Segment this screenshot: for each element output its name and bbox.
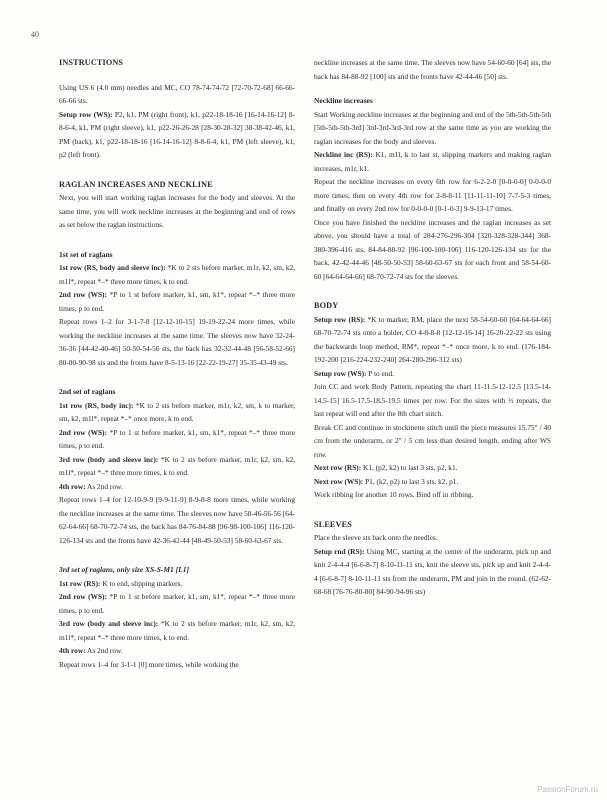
continued-paragraph: neckline increases at the same time. The sleeves now have 54-60-60 [64] sts, the back has 84-88-92 [100] sts and the fronts have 42-44-46 [50] sts.: [314, 58, 551, 81]
row-label: 1st row (RS):: [59, 578, 101, 588]
set2-heading: 2nd set of raglans: [59, 387, 116, 396]
body-setup-ws: [314, 367, 551, 381]
row-text: *P to 1 st before marker, k1, sm, k1*, repeat *–* three more times, p to end.: [59, 427, 295, 450]
set3-repeat: Repeat rows 1–4 for 3-1-1 [0] more times, while working the: [59, 659, 239, 669]
page-number: 40: [31, 30, 39, 39]
raglan-intro: Next, you will start working raglan increases for the body and sleeves. At the same time, you will work neckline increases at the beginning and end of rows as set below the raglan instructions.: [59, 193, 295, 229]
row-label: 2nd row (WS):: [59, 290, 107, 299]
row-label: Setup rnd (RS):: [314, 546, 365, 556]
setup-row-text: P2, k1, PM (right front), k1, p22-18-18-16 [16-14-16-12] 8-8-6-4, k1, PM (right sleeve), k1, p22-26-26-28 [28-30-28-32] 38-38-42-46, k1, PM (back), k1, p22-18-18-16 [16-14-16-12] 8-8-6-4, k1, PM (left sleeve), k1, p2 (left front).: [59, 109, 295, 159]
row-text: *P to 1 st before marker, k1, sm, k1*, repeat *–* three more times, p to end.: [59, 592, 295, 615]
set2-repeat: Repeat rows 1–4 for 12-10-9-9 [9-9-11-9] 8-9-8-8 more times, while working the neckline increases at the same time. The sleeves now have 58-46-56-56 [64-62-64-66] 68-70-72-74 sts, the back has 84-76-84-88 [96-98-100-106] 116-120-126-134 sts and the fronts have 42-36-42-44 [48-49-50-53] 58-60-63-67 sts.: [59, 495, 295, 545]
setup-row-label: Setup row (WS):: [59, 109, 113, 119]
row-label: 1st row (RS, body and sleeve inc):: [59, 263, 166, 272]
neckline-heading: Neckline increases: [314, 96, 373, 105]
right-column: [314, 56, 551, 599]
row-text: *K to 2 sts before marker, m1r, k2, sm, k2, m1l*, repeat *–* three more times, k to end.: [59, 454, 295, 477]
body-setup-rs: [314, 313, 551, 367]
row-text: As 2nd row.: [85, 646, 123, 655]
set2-row2: [59, 426, 295, 453]
row-text: *K to 2 sts before marker, m1r, k2, sm, k2, m1l*, repeat *–* three more times, k to end.: [59, 263, 295, 286]
row-label: 3rd row (body and sleeve inc):: [59, 454, 159, 464]
row-text: *P to 1 st before marker, k1, sm, k1*, repeat *–* three more times, p to end.: [59, 290, 295, 313]
neckline-repeat: Repeat the neckline increases on every 6th row for 6-2-2-0 [0-0-0-0] 0-0-0-0 more times, then on every 4th row for 2-8-8-11 [11-11-11-10] 7-7-5-3 times, and finally on every 2nd row for 0-0-0-0 [0-1-0-3] 9-9-13-17 times.: [314, 177, 551, 213]
row-label: 1st row (RS, body inc):: [59, 400, 134, 410]
row-label: Next row (WS):: [314, 476, 364, 486]
left-column: [59, 56, 295, 671]
set1-row1: [59, 261, 295, 288]
body-heading: BODY: [314, 301, 339, 310]
raglan-heading: RAGLAN INCREASES AND NECKLINE: [59, 179, 213, 189]
set2-row1: [59, 399, 295, 426]
row-text: Using MC, starting at the center of the underarm, pick up and knit 2-4-4-4 [6-6-8-7] 8-10-11-11 sts, knit the sleeve sts, pick up and knit 2-4-4-4 [6-6-8-7] 8-10-11-11 sts from the underarm, PM and join in the round. (62-62-68-68 [76-76-80-80] 84-90-94-96 sts): [314, 546, 551, 596]
watermark: PassionForum.ru: [537, 785, 598, 794]
sleeves-intro: Place the sleeve sts back onto the needles.: [314, 533, 438, 542]
set1-repeat: Repeat rows 1–2 for 3-1-7-8 [12-12-10-15] 19-19-22-24 more times, while working the neckline increases at the same time. The sleeves now have 32-24-36-36 [44-42-40-46] 50-50-54-56 sts, the back has 32-32-44-48 [56-58-52-66] 80-80-90-98 sts and the fronts have 8-5-13-16 [22-22-19-27] 35-35-43-49 sts.: [59, 317, 295, 367]
row-text: P to end.: [366, 368, 394, 378]
row-text: K to end, slipping markers.: [100, 578, 183, 588]
body-next-ws: [314, 475, 551, 489]
set3-heading: 3rd set of raglans, only size XS-S-M1 [L1]: [59, 565, 190, 574]
set1-row2: [59, 288, 295, 315]
neckline-finish: Once you have finished the neckline increases and the raglan increases as set above, you should have a total of 284-276-296-304 [320-328-328-344] 368-380-396-416 sts, 84-84-88-92 [96-100-100-106] 116-120-126-134 sts for the back, 42-42-44-46 [48-50-50-53] 58-60-63-67 sts for each front and 58-54-60-60 [64-64-64-66] 68-70-72-74 sts for the sleeves.: [314, 217, 551, 281]
row-text: P1, (k2, p2) to last 3 sts, k2, p1.: [363, 476, 459, 486]
row-text: *K to 2 sts before marker, m1r, k2, sm, k2, m1l*, repeat *–* three more times, k to end.: [59, 619, 295, 642]
set3-row2: [59, 590, 295, 617]
neckline-inc: [314, 148, 551, 175]
set3-row1: [59, 577, 295, 591]
set3-row4: [59, 644, 295, 658]
row-text: K1, m1l, k to last st, slipping markers and making raglan increases, m1r, k1.: [314, 150, 551, 173]
sleeves-setup-rnd: [314, 545, 551, 599]
row-text: *K to 2 sts before marker, m1r, k2, sm, k to marker, sm, k2, m1l*, repeat *–* once more, k to end.: [59, 400, 295, 423]
instructions-heading: INSTRUCTIONS: [59, 58, 124, 67]
row-label: Neckline inc (RS):: [314, 150, 373, 159]
body-join: Join CC and work Body Pattern, repeating the chart 11-11.5-12-12.5 [13.5-14-14.5-15] 16.5-17.5-18.5-19.5 times per row. For the sizes with ½ repeats, the last repeat will end after the 8th chart stitch.: [314, 382, 551, 418]
cast-on-paragraph: Using US 6 (4.0 mm) needles and MC, CO 78-74-74-72 [72-70-72-68] 66-66-66-66 sts.: [59, 82, 295, 105]
setup-row-paragraph: [59, 108, 295, 162]
row-text: *K to marker, RM, place the next 58-54-60-60 [64-64-64-66] 68-70-72-74 sts onto a holder, CO 4-8-8-8 [12-12-16-14] 16-20-22-22 sts using the backwards loop method, RM*, repeat *–* once more, k to end. (176-184-192-200 [216-224-232-240] 264-280-296-312 sts): [314, 314, 551, 364]
neckline-intro: Start Working neckline increases at the beginning and end of the 5th-5th-5th-5th [5th-5th-5th-3rd] 3rd-3rd-3rd-3rd row at the same time as you are working the raglan increases for the body and sleeves.: [314, 109, 551, 146]
set3-row3: [59, 617, 295, 644]
row-text: As 2nd row.: [85, 481, 123, 491]
row-label: 2nd row (WS):: [59, 427, 107, 437]
set1-heading: 1st set of raglans: [59, 249, 113, 259]
set2-row3: [59, 453, 295, 480]
row-label: Setup row (WS):: [314, 368, 367, 378]
set2-row4: [59, 480, 295, 494]
row-label: 3rd row (body and sleeve inc):: [59, 619, 159, 628]
body-ribbing: Work ribbing for another 10 rows. Bind off in ribbing.: [314, 490, 474, 499]
sleeves-heading: SLEEVES: [314, 519, 352, 529]
row-text: K1, (p2, k2) to last 3 sts, p2, k1.: [361, 463, 458, 472]
row-label: 4th row:: [59, 646, 86, 655]
body-next-rs: [314, 461, 551, 475]
body-break: Break CC and continue in stockinette stitch until the piece measures 15.75" / 40 cm from the underarm, or 2" / 5 cm less than desired length, ending after WS row.: [314, 422, 551, 459]
row-label: 2nd row (WS):: [59, 592, 107, 601]
row-label: 4th row:: [59, 481, 86, 491]
row-label: Next row (RS):: [314, 463, 362, 472]
row-label: Setup row (RS):: [314, 314, 366, 324]
